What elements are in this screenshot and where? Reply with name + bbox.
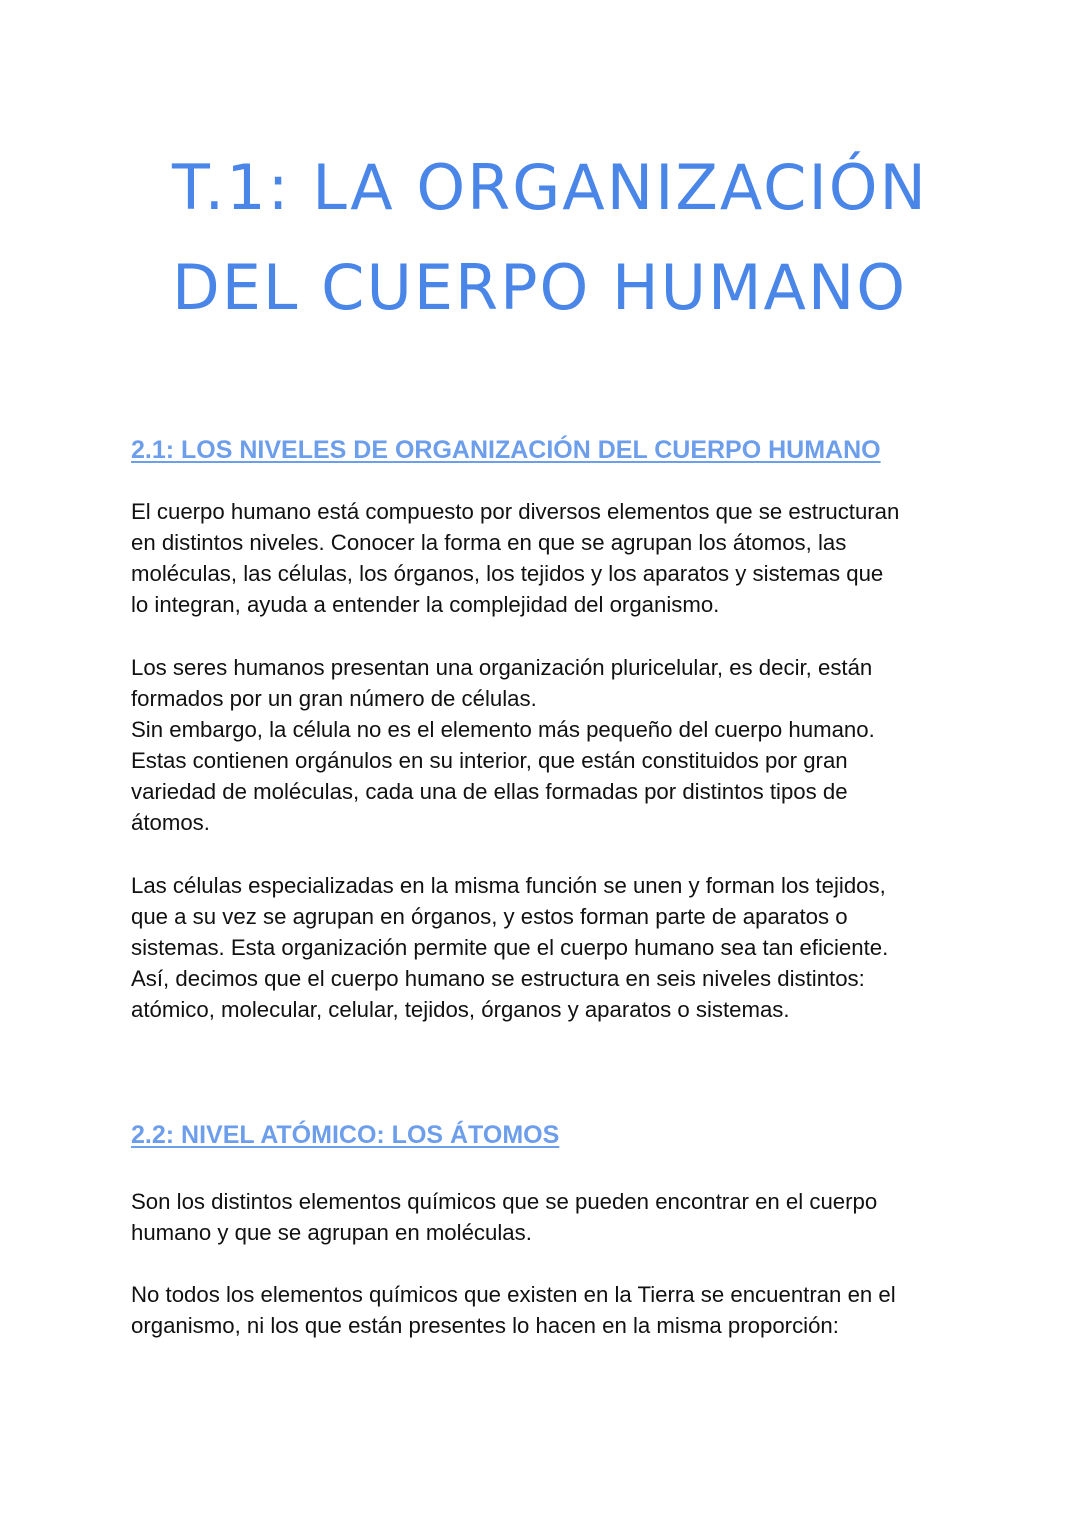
section-heading-2-1: 2.1: LOS NIVELES DE ORGANIZACIÓN DEL CUERPO HUMANO [131, 436, 881, 464]
title-line-2: DEL CUERPO HUMANO [172, 251, 908, 324]
section-heading-2-2: 2.2: NIVEL ATÓMICO: LOS ÁTOMOS [131, 1121, 560, 1149]
text-line: Las células especializadas en la misma función se unen y forman los tejidos, [131, 873, 886, 898]
text-line: variedad de moléculas, cada una de ellas formadas por distintos tipos de [131, 779, 848, 804]
text-line: No todos los elementos químicos que existen en la Tierra se encuentran en el [131, 1282, 896, 1307]
text-line: Estas contienen orgánulos en su interior, que están constituidos por gran [131, 748, 848, 773]
text-line: átomos. [131, 810, 210, 835]
paragraph-atoms-definition [131, 1186, 961, 1248]
text-line: Son los distintos elementos químicos que se pueden encontrar en el cuerpo [131, 1189, 878, 1214]
title-line-1: T.1: LA ORGANIZACIÓN [172, 151, 928, 224]
text-line: atómico, molecular, celular, tejidos, órganos y aparatos o sistemas. [131, 997, 790, 1022]
text-line: en distintos niveles. Conocer la forma en que se agrupan los átomos, las [131, 530, 847, 555]
text-line: El cuerpo humano está compuesto por diversos elementos que se estructuran [131, 499, 900, 524]
paragraph-atoms-proportion [131, 1279, 961, 1341]
text-line: Sin embargo, la célula no es el elemento más pequeño del cuerpo humano. [131, 717, 875, 742]
text-line: lo integran, ayuda a entender la complejidad del organismo. [131, 592, 720, 617]
document-title [172, 138, 928, 338]
text-line: humano y que se agrupan en moléculas. [131, 1220, 532, 1245]
text-line: formados por un gran número de células. [131, 686, 537, 711]
text-line: Así, decimos que el cuerpo humano se estructura en seis niveles distintos: [131, 966, 865, 991]
text-line: que a su vez se agrupan en órganos, y estos forman parte de aparatos o [131, 904, 848, 929]
paragraph-six-levels [131, 870, 961, 1025]
text-line: sistemas. Esta organización permite que el cuerpo humano sea tan eficiente. [131, 935, 889, 960]
text-line: Los seres humanos presentan una organización pluricelular, es decir, están [131, 655, 873, 680]
text-line: organismo, ni los que están presentes lo hacen en la misma proporción: [131, 1313, 839, 1338]
paragraph-pluricellular [131, 652, 961, 838]
paragraph-levels-intro [131, 496, 961, 620]
text-line: moléculas, las células, los órganos, los tejidos y los aparatos y sistemas que [131, 561, 884, 586]
